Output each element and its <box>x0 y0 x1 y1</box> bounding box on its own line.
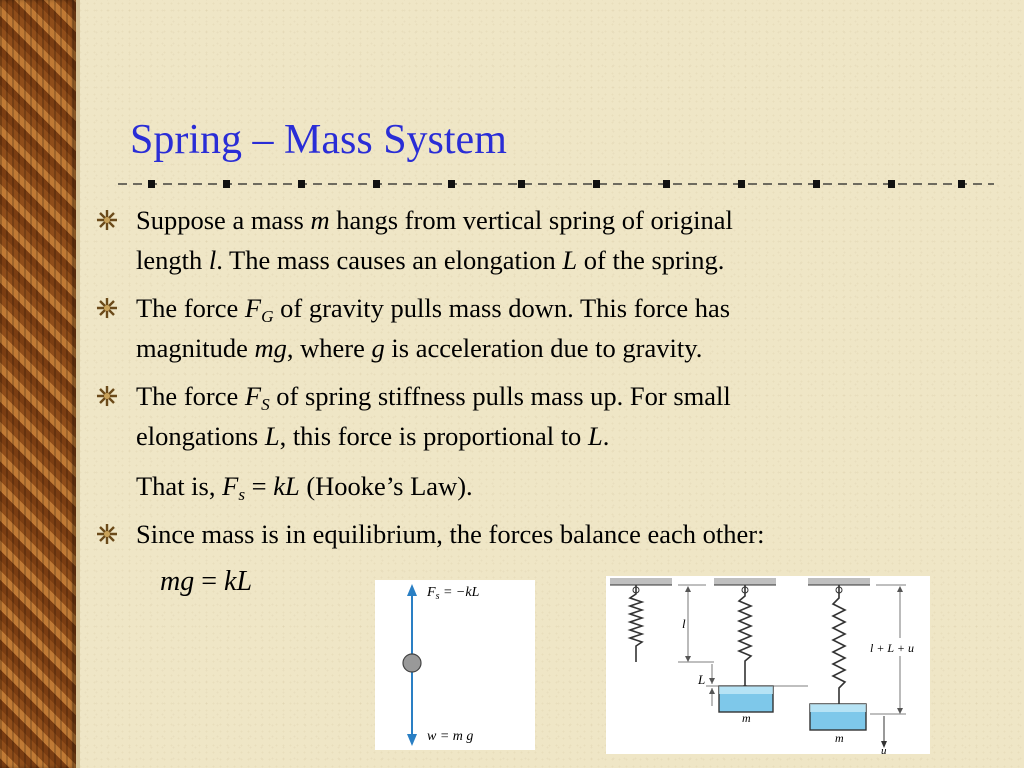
weight-label: w = m g <box>427 729 474 744</box>
bullet-text: That is, $F_s$ = kL (Hooke’s Law). <box>136 471 473 505</box>
bullet-text: elongations L, this force is proportional to L. <box>136 421 610 451</box>
star-bullet-icon <box>96 385 118 407</box>
spring-force-label: $F_s = -kL$ <box>427 585 480 602</box>
star-bullet-icon <box>96 523 118 545</box>
decorative-side-bar <box>0 0 76 768</box>
mass-label: m <box>742 711 751 725</box>
bullet-text: Suppose a mass m hangs from vertical spring of original <box>136 205 733 235</box>
total-length-label: l + L + u <box>870 641 914 655</box>
side-bar-border <box>76 0 80 768</box>
equation-text: mg = kL <box>160 566 253 597</box>
displacement-u-label: u <box>881 745 887 754</box>
bullet-text: The force $F_S$ of spring stiffness pulls mass up. For small <box>136 381 731 415</box>
star-bullet-icon <box>96 209 118 231</box>
mass-label: m <box>835 731 844 745</box>
bullet-text: Since mass is in equilibrium, the forces balance each other: <box>136 519 765 549</box>
title-divider <box>118 176 994 192</box>
star-bullet-icon <box>96 297 118 319</box>
elongation-L-label: L <box>698 672 706 687</box>
free-body-diagram <box>375 580 535 750</box>
slide-title: Spring – Mass System <box>130 117 507 163</box>
bullet-text: The force $F_G$ of gravity pulls mass down. This force has <box>136 293 731 327</box>
bullet-text: length l. The mass causes an elongation L of the spring. <box>136 245 725 275</box>
length-l-label: l <box>682 616 686 631</box>
bullet-text: magnitude mg, where g is acceleration due to gravity. <box>136 333 703 363</box>
spring-mass-figure <box>606 576 930 754</box>
